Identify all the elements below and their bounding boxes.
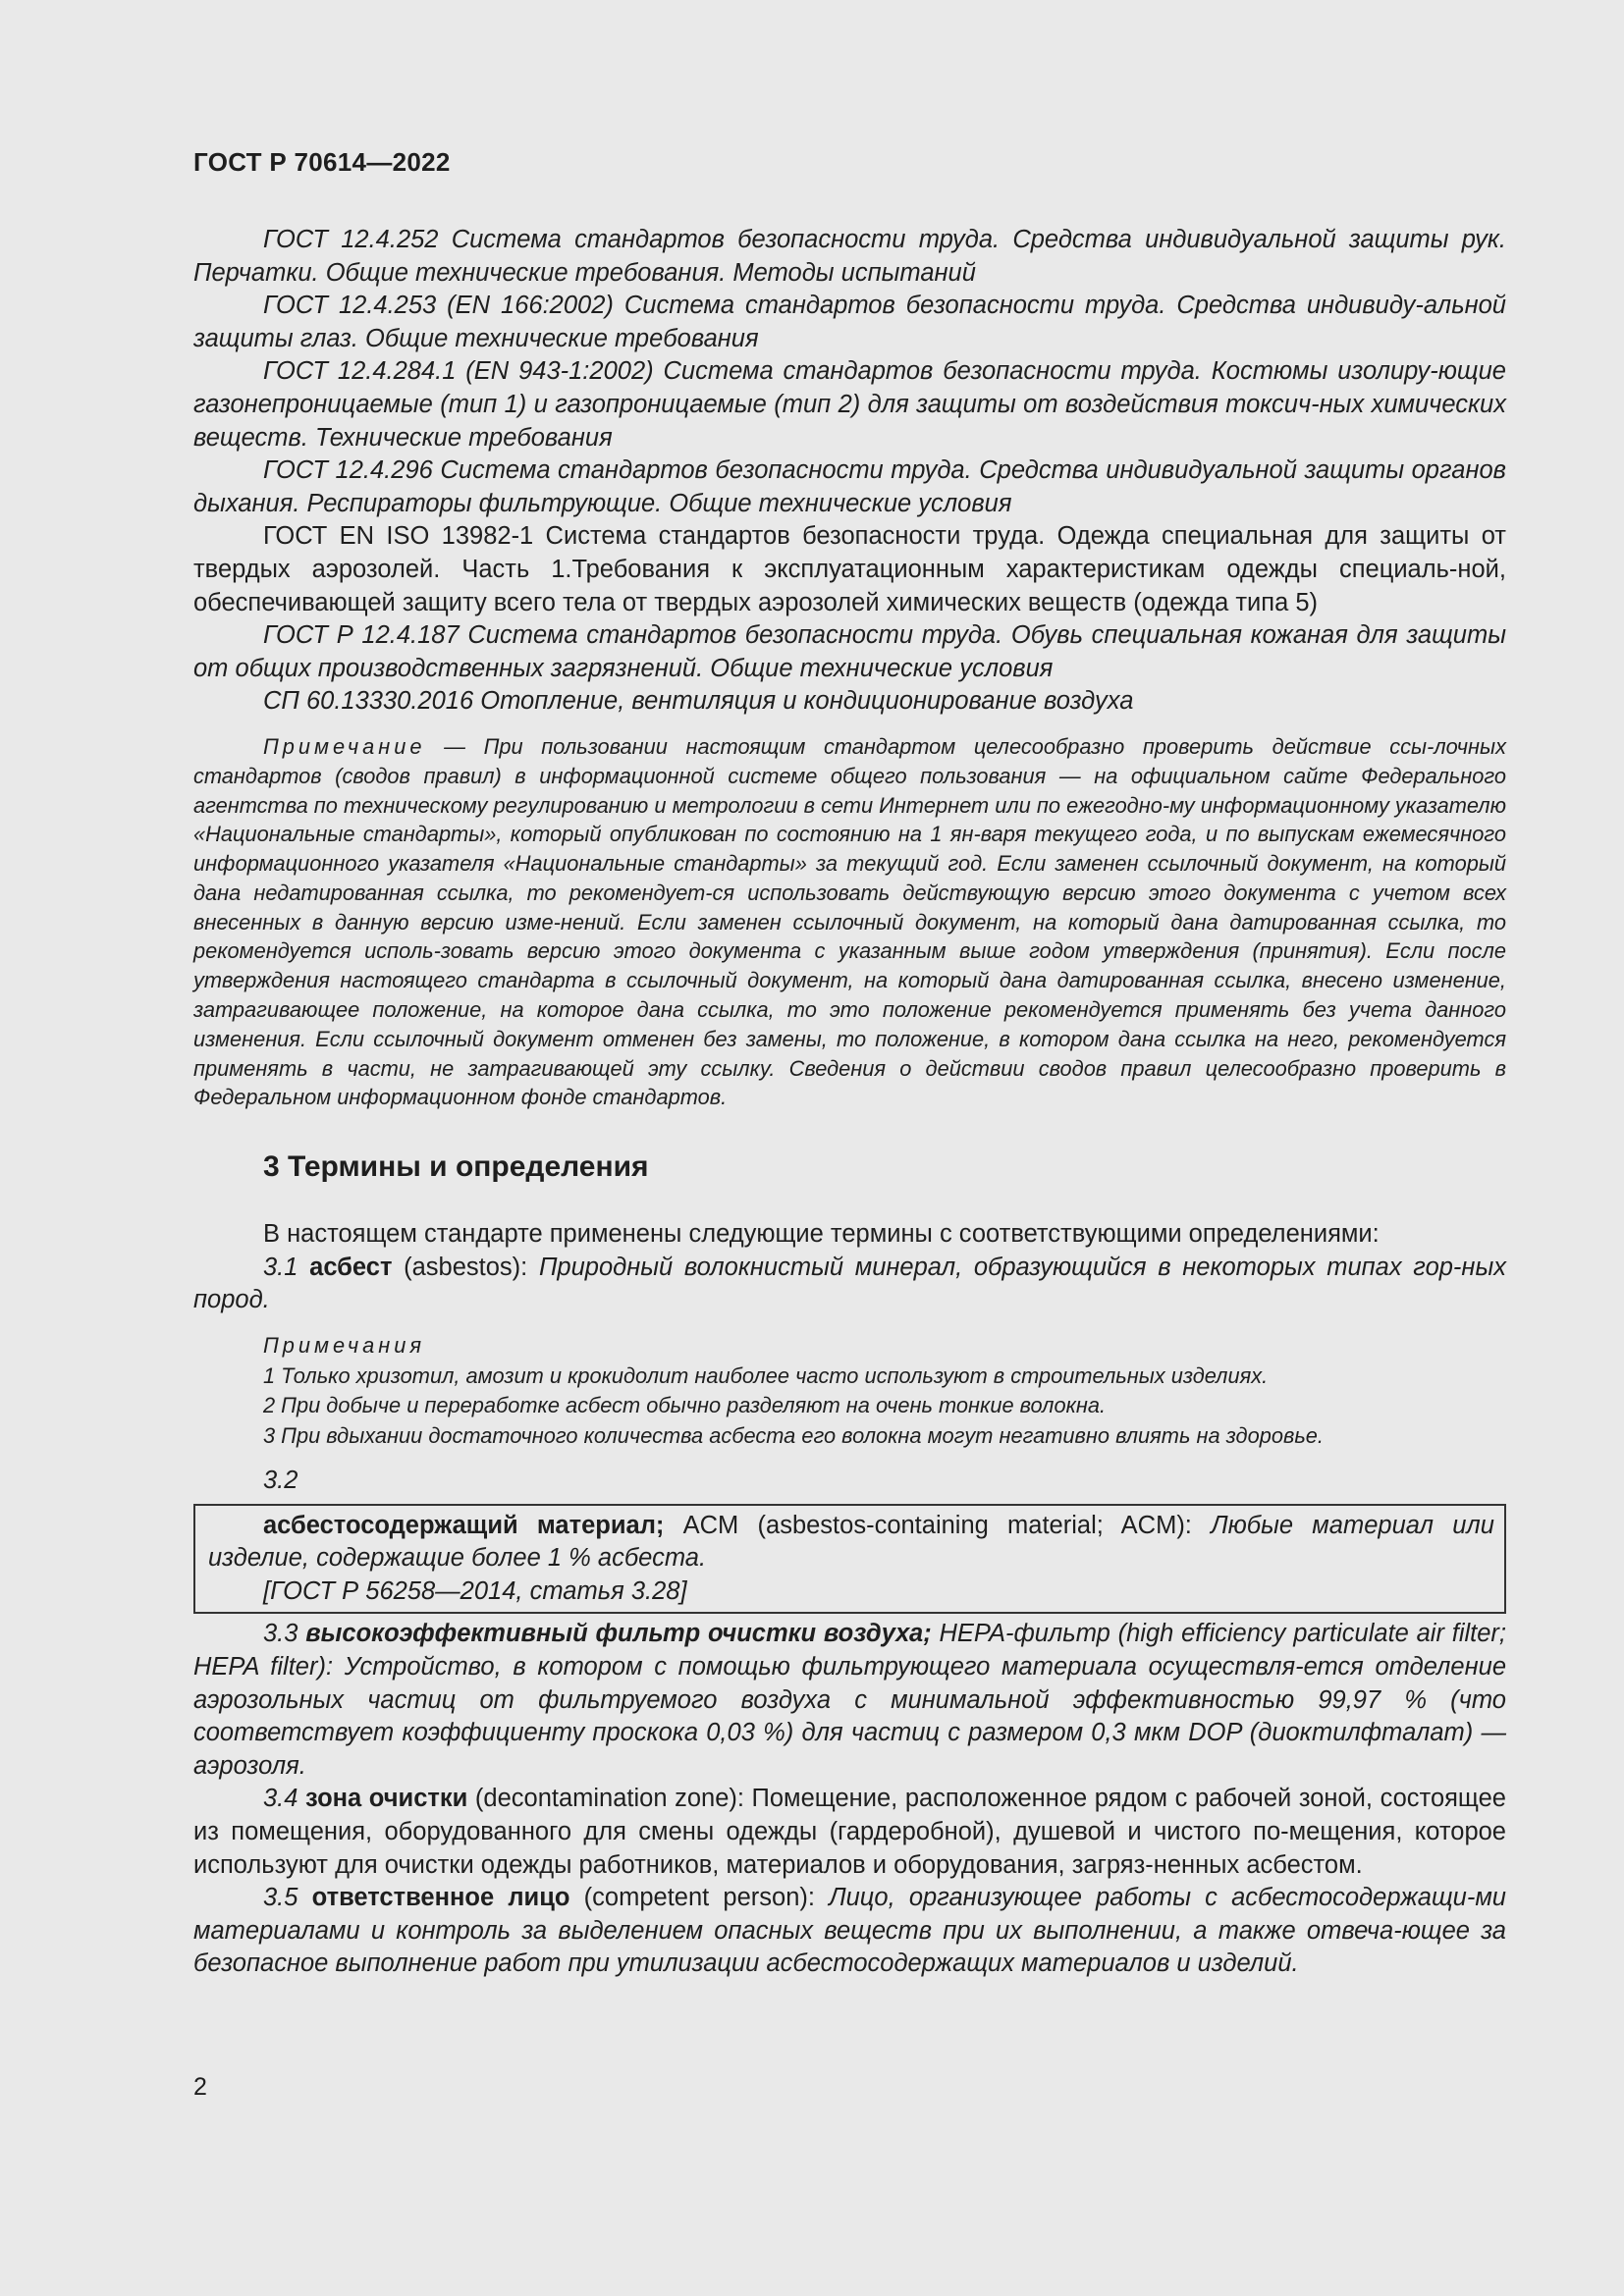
note-item: 1 Только хризотил, амозит и крокидолит наиболее часто используют в строительных изделиях. xyxy=(263,1362,1269,1388)
term-english: ACM (asbestos-containing material; ACM): xyxy=(664,1511,1212,1539)
note-item: 3 При вдыхании достаточного количества асбеста его волокна могут негативно влиять на здоровье. xyxy=(263,1422,1324,1448)
reference-item: ГОСТ 12.4.296 Система стандартов безопасности труда. Средства индивидуальной защиты органов дыхания. Респираторы фильтрующие. Общие технические условия xyxy=(193,456,1506,517)
term-definition: НЕРА-фильтр (high efficiency particulate air filter; HEPA filter): Устройство, в котором с помощью фильтрующего материала осуществля-ется отделение аэрозольных частиц от фильтруемого воздуха с минимальной эффективностью 99,97 % (что соответствует коэффициенту проскока 0,03 %) для частиц с размером 0,3 мкм DOP (диоктилфталат) — аэрозоля. xyxy=(193,1620,1506,1780)
notes-label: Примечания xyxy=(263,1333,426,1359)
reference-item: ГОСТ 12.4.253 (EN 166:2002) Система стандартов безопасности труда. Средства индивиду-альной защиты глаз. Общие технические требования xyxy=(193,292,1506,352)
reference-item: ГОСТ Р 12.4.187 Система стандартов безопасности труда. Обувь специальная кожаная для защиты от общих производственных загрязнений. Общие технические условия xyxy=(193,621,1506,682)
page-content xyxy=(193,224,1506,1981)
term-3-1-notes xyxy=(263,1331,1506,1451)
term-name: высокоэффективный фильтр очистки воздуха; xyxy=(305,1620,932,1648)
term-name: ответственное лицо xyxy=(311,1884,570,1912)
term-definition: Лицо, организующее работы с асбестосодержащи-ми материалами и контроль за выделением опасных веществ при их выполнении, а также отвеча-ющее за безопасное выполнение работ при утилизации асбестосодержащих материалов и изделий. xyxy=(193,1884,1506,1978)
term-3-2-box xyxy=(193,1504,1506,1615)
reference-item: СП 60.13330.2016 Отопление, вентиляция и кондиционирование воздуха xyxy=(263,687,1134,716)
note-label: Примечание xyxy=(263,733,426,759)
term-english: (asbestos): xyxy=(392,1253,539,1281)
term-number: 3.5 xyxy=(263,1884,312,1912)
term-number: 3.1 xyxy=(263,1253,310,1281)
term-definition: Природный волокнистый минерал, образующийся в некоторых типах гор-ных пород. xyxy=(193,1253,1506,1314)
term-english: (competent person): xyxy=(569,1884,830,1912)
note-text: — При пользовании настоящим стандартом целесообразно проверить действие ссы-лочных стандартов (сводов правил) в информационной системе общего пользования — на официальном сайте Федерального агентства по техническому регулированию и метрологии в сети Интернет или по ежегодно-му информационному указателю «Национальные стандарты», который опубликован по состоянию на 1 ян-варя текущего года, и по выпускам ежемесячного информационного указателя «Национальные стандарты» за текущий год. Если заменен ссылочный документ, на который дана недатированная ссылка, то рекомендует-ся использовать действующую версию этого документа с учетом всех внесенных в данную версию изме-нений. Если заменен ссылочный документ, на который дана датированная ссылка, то рекомендуется исполь-зовать версию этого документа с указанным выше годом утверждения (принятия). Если после утверждения настоящего стандарта в ссылочный документ, на который дана датированная ссылка, внесено изменение, затрагивающее положение, на которое дана ссылка, то это положение рекомендуется применять без учета данного изменения. Если ссылочный документ отменен без замены, то положение, в котором дана ссылка на него, рекомендуется применять в части, не затрагивающей эту ссылку. Сведения о действии сводов правил целесообразно проверить в Федеральном информационном фонде стандартов. xyxy=(193,733,1506,1110)
section-title: 3 Термины и определения xyxy=(263,1150,649,1184)
term-3-3 xyxy=(193,1618,1506,1783)
term-3-1 xyxy=(193,1252,1506,1317)
term-name: зона очистки xyxy=(305,1785,468,1813)
term-number: 3.4 xyxy=(263,1785,306,1813)
term-3-5 xyxy=(193,1882,1506,1981)
term-name: асбестосодержащий материал; xyxy=(263,1511,665,1539)
note-item: 2 При добыче и переработке асбест обычно разделяют на очень тонкие волокна. xyxy=(263,1393,1107,1418)
term-number: 3.3 xyxy=(263,1620,306,1648)
term-3-4 xyxy=(193,1783,1506,1882)
document-header: ГОСТ Р 70614—2022 xyxy=(193,147,451,177)
reference-item: ГОСТ 12.4.284.1 (EN 943-1:2002) Система стандартов безопасности труда. Костюмы изолиру-ющие газонепроницаемые (тип 1) и газопроницаемые (тип 2) для защиты от воздействия токсич-ных химических веществ. Технические требования xyxy=(193,357,1506,452)
term-definition: (decontamination zone): Помещение, расположенное рядом с рабочей зоной, состоящее из помещения, оборудованного для смены одежды (гардеробной), душевой и чистого по-мещения, которое используют для очистки одежды работников, материалов и оборудования, загряз-ненных асбестом. xyxy=(193,1785,1506,1879)
term-source: [ГОСТ Р 56258—2014, статья 3.28] xyxy=(263,1576,687,1605)
references-note xyxy=(193,732,1506,1112)
reference-item: ГОСТ EN ISO 13982-1 Система стандартов безопасности труда. Одежда специальная для защиты от твердых аэрозолей. Часть 1.Требования к эксплуатационным характеристикам одежды специаль-ной, обеспечивающей защиту всего тела от твердых аэрозолей химических веществ (одежда типа 5) xyxy=(193,522,1506,616)
term-name: асбест xyxy=(309,1253,393,1281)
page-number: 2 xyxy=(193,2073,207,2101)
reference-item: ГОСТ 12.4.252 Система стандартов безопасности труда. Средства индивидуальной защиты рук. Перчатки. Общие технические требования. Методы испытаний xyxy=(193,226,1506,287)
term-number: 3.2 xyxy=(263,1467,298,1495)
term-3-2 xyxy=(208,1510,1494,1575)
section-intro: В настоящем стандарте применены следующие термины с соответствующими определениями: xyxy=(263,1220,1380,1249)
term-definition: Любые материал или изделие, содержащие более 1 % асбеста. xyxy=(208,1511,1494,1573)
